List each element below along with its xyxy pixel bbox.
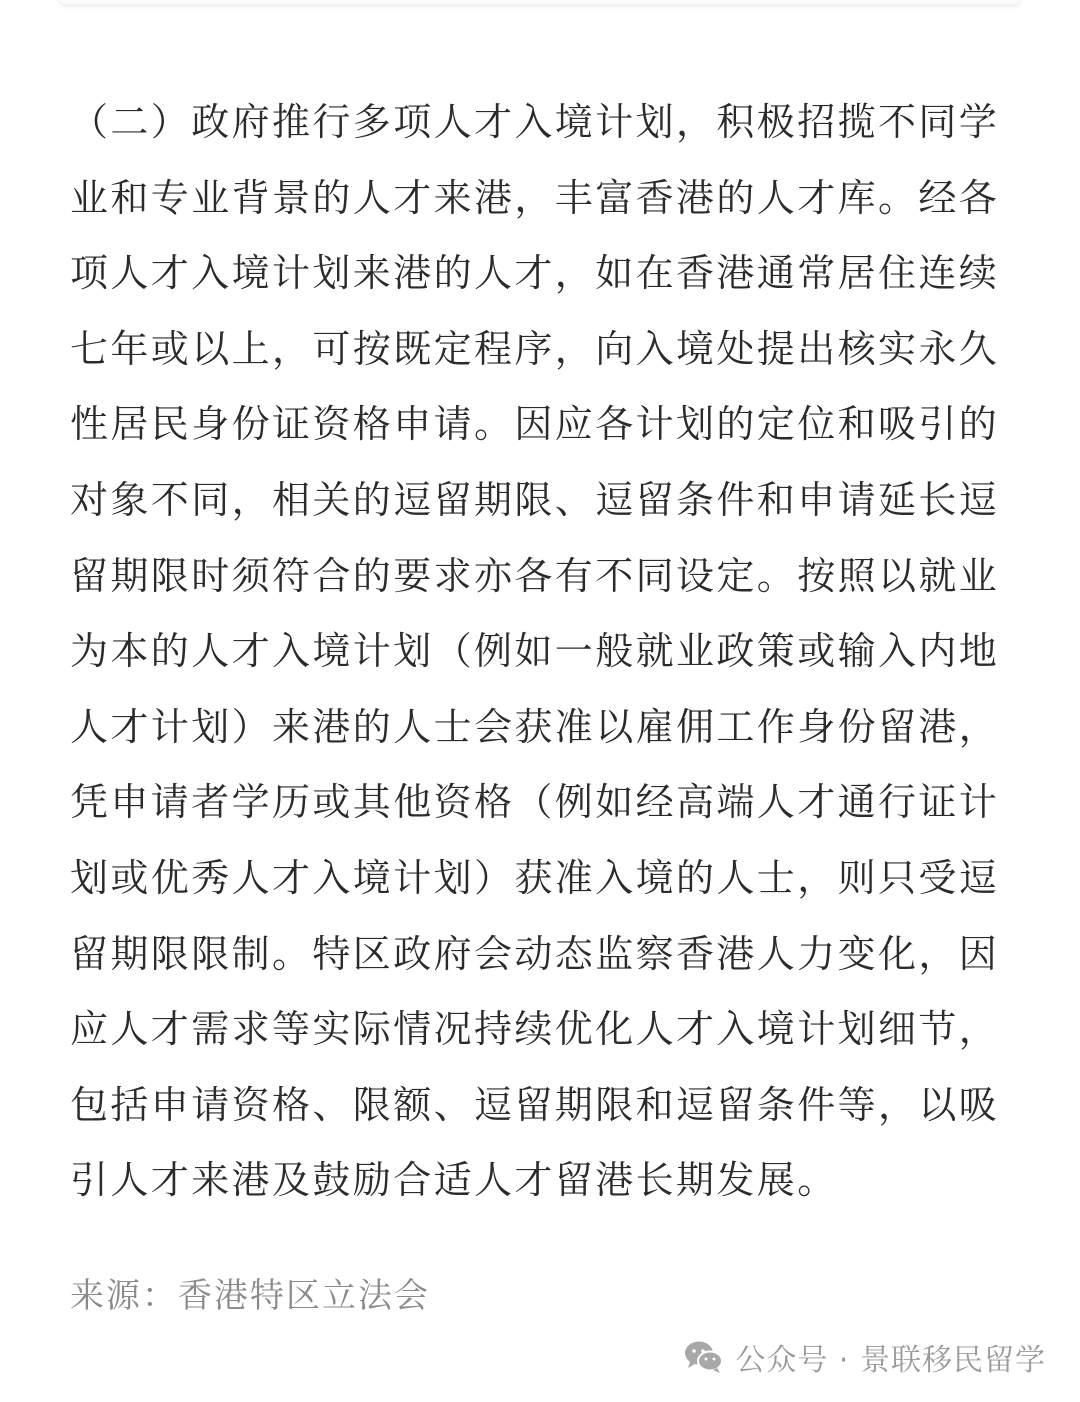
paragraph-line: 为本的人才入境计划（例如一般就业政策或输入内地	[70, 629, 1000, 674]
paragraph-line: 性居民身份证资格申请。因应各计划的定位和吸引的	[70, 402, 1000, 447]
paragraph-line: 凭申请者学历或其他资格（例如经高端人才通行证计	[70, 780, 1000, 825]
paragraph-line: 业和专业背景的人才来港，丰富香港的人才库。经各	[70, 175, 1000, 220]
paragraph-line: 七年或以上，可按既定程序，向入境处提出核实永久	[70, 326, 1000, 371]
source-caption: 来源：香港特区立法会	[70, 1276, 430, 1316]
paragraph-line: 人才计划）来港的人士会获准以雇佣工作身份留港，	[70, 704, 1000, 749]
paragraph-line: 应人才需求等实际情况持续优化人才入境计划细节，	[70, 1007, 1000, 1052]
watermark-text: 公众号 · 景联移民留学	[735, 1343, 1046, 1378]
paragraph-line: 划或优秀人才入境计划）获准入境的人士，则只受逗	[70, 855, 1000, 900]
account-watermark	[683, 1332, 1046, 1382]
paragraph-line: 引人才来港及鼓励合适人才留港长期发展。	[70, 1158, 838, 1203]
top-card-edge	[58, 0, 1022, 6]
paragraph-line: 留期限时须符合的要求亦各有不同设定。按照以就业	[70, 553, 1000, 598]
paragraph-line: 项人才入境计划来港的人才，如在香港通常居住连续	[70, 251, 1000, 296]
wechat-icon	[683, 1339, 725, 1375]
paragraph-line: 对象不同，相关的逗留期限、逗留条件和申请延长逗	[70, 477, 1000, 522]
article-body	[70, 85, 1030, 1219]
paragraph-line: 包括申请资格、限额、逗留期限和逗留条件等，以吸	[70, 1082, 1000, 1127]
paragraph-line: 留期限限制。特区政府会动态监察香港人力变化，因	[70, 931, 1000, 976]
paragraph-line: （二）政府推行多项人才入境计划，积极招揽不同学	[70, 100, 1000, 144]
